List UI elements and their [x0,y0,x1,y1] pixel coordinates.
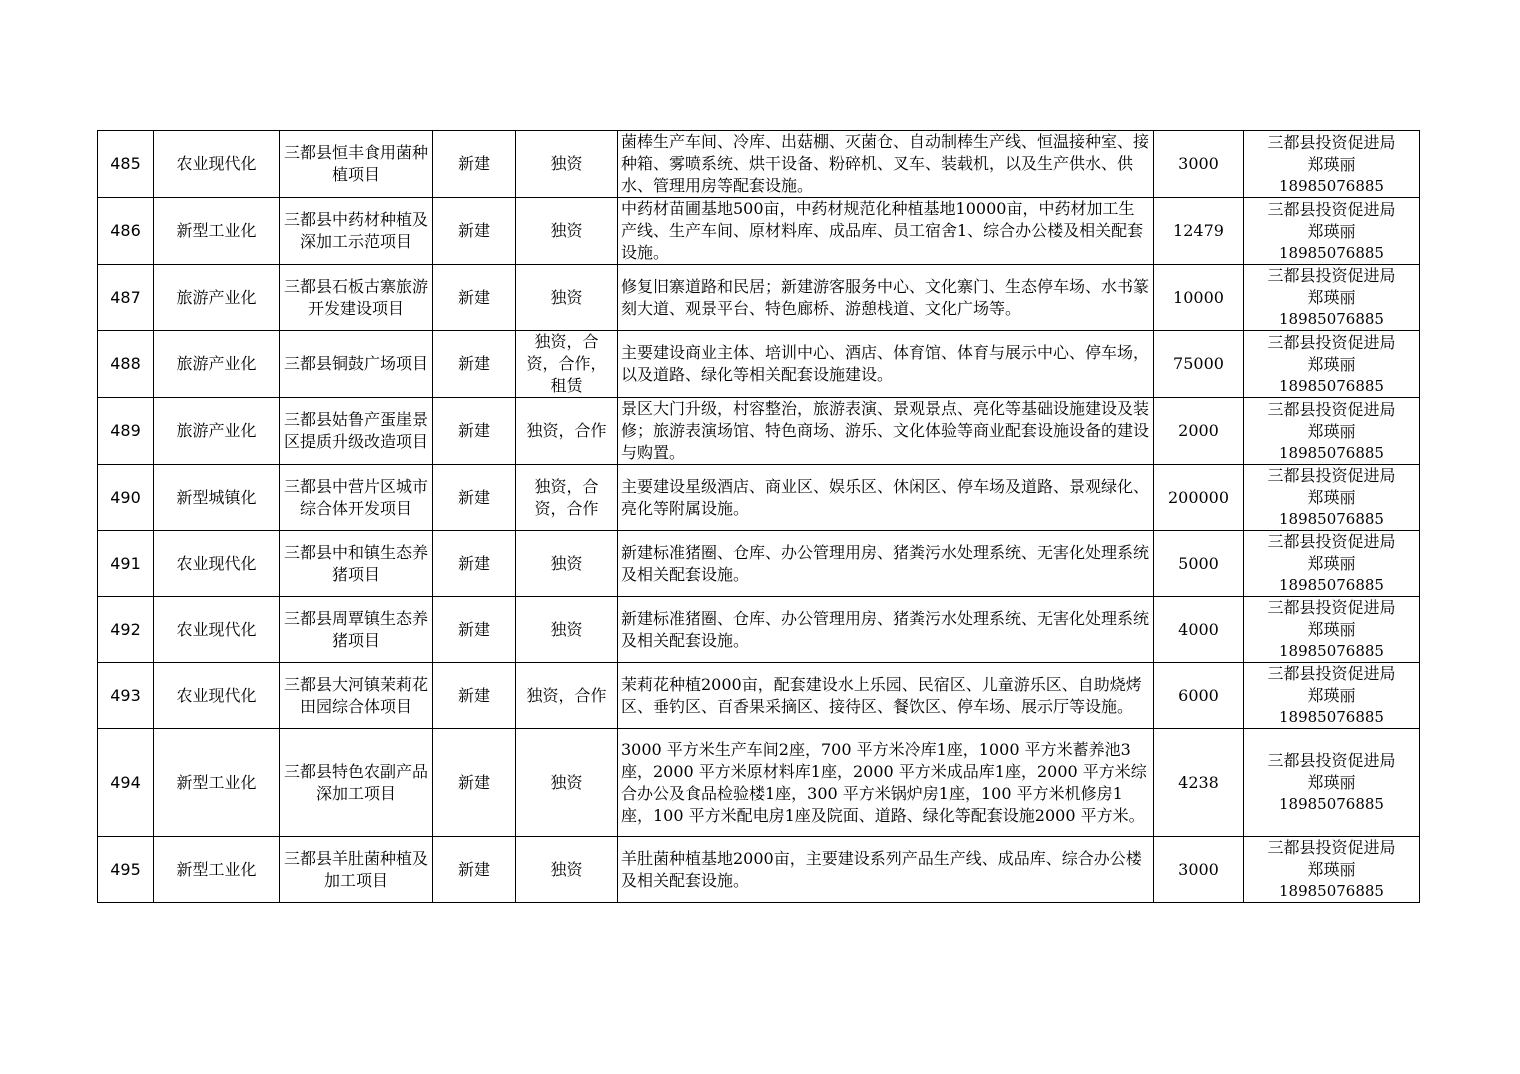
contact-cell [1244,663,1420,729]
construction-type-cell: 新建 [433,837,516,903]
construction-content-cell: 茉莉花种植2000亩，配套建设水上乐园、民宿区、儿童游乐区、自助烧烤区、垂钓区、百香果采摘区、接待区、餐饮区、停车场、展示厅等设施。 [618,663,1154,729]
industry-cell: 新型工业化 [154,837,280,903]
row-number: 493 [98,663,154,729]
construction-content-cell: 羊肚菌种植基地2000亩，主要建设系列产品生产线、成品库、综合办公楼及相关配套设施。 [618,837,1154,903]
contact-person: 郑瑛丽 [1307,488,1356,507]
contact-phone: 18985076885 [1279,510,1384,528]
table-body [98,131,1420,903]
project-name-cell: 三都县中药材种植及深加工示范项目 [280,198,433,265]
investment-cell: 3000 [1154,131,1244,198]
construction-content-cell: 新建标准猪圈、仓库、办公管理用房、猪粪污水处理系统、无害化处理系统及相关配套设施。 [618,531,1154,597]
project-name-cell: 三都县大河镇茉莉花田园综合体项目 [280,663,433,729]
table-row [98,597,1420,663]
project-table [97,130,1420,903]
contact-person: 郑瑛丽 [1307,554,1356,573]
construction-type-cell: 新建 [433,531,516,597]
contact-unit: 三都县投资促进局 [1267,598,1396,617]
investment-cell: 6000 [1154,663,1244,729]
contact-person: 郑瑛丽 [1307,421,1356,441]
contact-phone: 18985076885 [1279,882,1384,900]
construction-content-cell: 景区大门升级，村容整治，旅游表演、景观景点、亮化等基础设施建设及装修；旅游表演场馆、特色商场、游乐、文化体验等商业配套设施设备的建设与购置。 [618,398,1154,465]
contact-person: 郑瑛丽 [1307,154,1356,174]
cooperation-mode-cell: 独资 [516,131,618,198]
contact-unit: 三都县投资促进局 [1267,838,1396,857]
contact-person: 郑瑛丽 [1307,860,1356,879]
table-row [98,465,1420,531]
cooperation-mode-cell: 独资，合作 [516,398,618,465]
contact-phone: 18985076885 [1279,176,1384,195]
cooperation-mode-cell: 独资 [516,265,618,331]
table-row [98,663,1420,729]
construction-content-cell: 中药材苗圃基地500亩，中药材规范化种植基地10000亩，中药材加工生产线、生产车间、原材料库、成品库、员工宿舍1、综合办公楼及相关配套设施。 [618,198,1154,265]
contact-cell [1244,265,1420,331]
cooperation-mode-cell: 独资 [516,198,618,265]
contact-person: 郑瑛丽 [1307,686,1356,705]
contact-phone: 18985076885 [1279,708,1384,726]
table-row [98,131,1420,198]
investment-cell: 75000 [1154,331,1244,398]
construction-type-cell: 新建 [433,663,516,729]
contact-cell [1244,837,1420,903]
investment-cell: 200000 [1154,465,1244,531]
contact-unit: 三都县投资促进局 [1267,132,1396,152]
project-name-cell: 三都县特色农副产品深加工项目 [280,729,433,837]
construction-type-cell: 新建 [433,465,516,531]
investment-cell: 2000 [1154,398,1244,465]
contact-unit: 三都县投资促进局 [1267,751,1396,770]
contact-cell [1244,531,1420,597]
construction-type-cell: 新建 [433,265,516,331]
table-row [98,531,1420,597]
contact-person: 郑瑛丽 [1307,773,1356,792]
industry-cell: 农业现代化 [154,597,280,663]
construction-content-cell: 修复旧寨道路和民居；新建游客服务中心、文化寨门、生态停车场、水书篆刻大道、观景平台、特色廊桥、游憩栈道、文化广场等。 [618,265,1154,331]
row-number: 487 [98,265,154,331]
row-number: 489 [98,398,154,465]
contact-cell [1244,198,1420,265]
contact-person: 郑瑛丽 [1307,288,1356,307]
contact-phone: 18985076885 [1279,243,1384,262]
project-name-cell: 三都县中和镇生态养猪项目 [280,531,433,597]
construction-type-cell: 新建 [433,729,516,837]
construction-content-cell: 主要建设商业主体、培训中心、酒店、体育馆、体育与展示中心、停车场，以及道路、绿化等相关配套设施建设。 [618,331,1154,398]
construction-content-cell: 新建标准猪圈、仓库、办公管理用房、猪粪污水处理系统、无害化处理系统及相关配套设施。 [618,597,1154,663]
row-number: 494 [98,729,154,837]
cooperation-mode-cell: 独资 [516,837,618,903]
contact-phone: 18985076885 [1279,642,1384,660]
row-number: 488 [98,331,154,398]
contact-phone: 18985076885 [1279,576,1384,594]
table-row [98,729,1420,837]
contact-phone: 18985076885 [1279,443,1384,462]
industry-cell: 旅游产业化 [154,265,280,331]
project-name-cell: 三都县羊肚菌种植及加工项目 [280,837,433,903]
project-name-cell: 三都县中营片区城市综合体开发项目 [280,465,433,531]
project-name-cell: 三都县姑鲁产蛋崖景区提质升级改造项目 [280,398,433,465]
construction-type-cell: 新建 [433,131,516,198]
industry-cell: 农业现代化 [154,131,280,198]
contact-cell [1244,131,1420,198]
construction-content-cell: 3000 平方米生产车间2座，700 平方米冷库1座，1000 平方米蓄养池3座，2000 平方米原材料库1座，2000 平方米成品库1座，2000 平方米综合办公及食品检验楼1座，300 平方米锅炉房1座，100 平方米机修房1座，100 平方米配电房1座及院面、道路、绿化等配套设施2000 平方米。 [618,729,1154,837]
construction-type-cell: 新建 [433,597,516,663]
contact-cell [1244,465,1420,531]
row-number: 495 [98,837,154,903]
contact-cell [1244,597,1420,663]
cooperation-mode-cell: 独资，合资，合作，租赁 [516,331,618,398]
table-row [98,398,1420,465]
construction-type-cell: 新建 [433,198,516,265]
project-name-cell: 三都县恒丰食用菌种植项目 [280,131,433,198]
investment-cell: 10000 [1154,265,1244,331]
contact-unit: 三都县投资促进局 [1267,664,1396,683]
table-row [98,198,1420,265]
cooperation-mode-cell: 独资 [516,531,618,597]
investment-cell: 4238 [1154,729,1244,837]
investment-cell: 12479 [1154,198,1244,265]
construction-type-cell: 新建 [433,398,516,465]
table-row [98,837,1420,903]
contact-cell [1244,331,1420,398]
contact-unit: 三都县投资促进局 [1267,399,1396,419]
row-number: 490 [98,465,154,531]
contact-person: 郑瑛丽 [1307,354,1356,374]
table-row [98,331,1420,398]
industry-cell: 农业现代化 [154,531,280,597]
cooperation-mode-cell: 独资 [516,597,618,663]
industry-cell: 新型工业化 [154,198,280,265]
contact-person: 郑瑛丽 [1307,221,1356,241]
contact-unit: 三都县投资促进局 [1267,466,1396,485]
industry-cell: 旅游产业化 [154,398,280,465]
project-name-cell: 三都县石板古寨旅游开发建设项目 [280,265,433,331]
project-name-cell: 三都县周覃镇生态养猪项目 [280,597,433,663]
construction-content-cell: 菌棒生产车间、冷库、出菇棚、灭菌仓、自动制棒生产线、恒温接种室、接种箱、雾喷系统、烘干设备、粉碎机、叉车、装载机，以及生产供水、供水、管理用房等配套设施。 [618,131,1154,198]
industry-cell: 旅游产业化 [154,331,280,398]
project-name-cell: 三都县铜鼓广场项目 [280,331,433,398]
contact-unit: 三都县投资促进局 [1267,266,1396,285]
contact-unit: 三都县投资促进局 [1267,532,1396,551]
contact-unit: 三都县投资促进局 [1267,332,1396,352]
construction-content-cell: 主要建设星级酒店、商业区、娱乐区、休闲区、停车场及道路、景观绿化、亮化等附属设施。 [618,465,1154,531]
cooperation-mode-cell: 独资 [516,729,618,837]
industry-cell: 新型工业化 [154,729,280,837]
contact-phone: 18985076885 [1279,795,1384,813]
construction-type-cell: 新建 [433,331,516,398]
investment-cell: 4000 [1154,597,1244,663]
row-number: 491 [98,531,154,597]
row-number: 486 [98,198,154,265]
investment-cell: 5000 [1154,531,1244,597]
cooperation-mode-cell: 独资，合作 [516,663,618,729]
contact-phone: 18985076885 [1279,376,1384,395]
row-number: 492 [98,597,154,663]
row-number: 485 [98,131,154,198]
contact-cell [1244,398,1420,465]
table-row [98,265,1420,331]
industry-cell: 农业现代化 [154,663,280,729]
contact-unit: 三都县投资促进局 [1267,199,1396,219]
contact-cell [1244,729,1420,837]
industry-cell: 新型城镇化 [154,465,280,531]
cooperation-mode-cell: 独资，合资，合作 [516,465,618,531]
contact-phone: 18985076885 [1279,310,1384,328]
contact-person: 郑瑛丽 [1307,620,1356,639]
investment-cell: 3000 [1154,837,1244,903]
